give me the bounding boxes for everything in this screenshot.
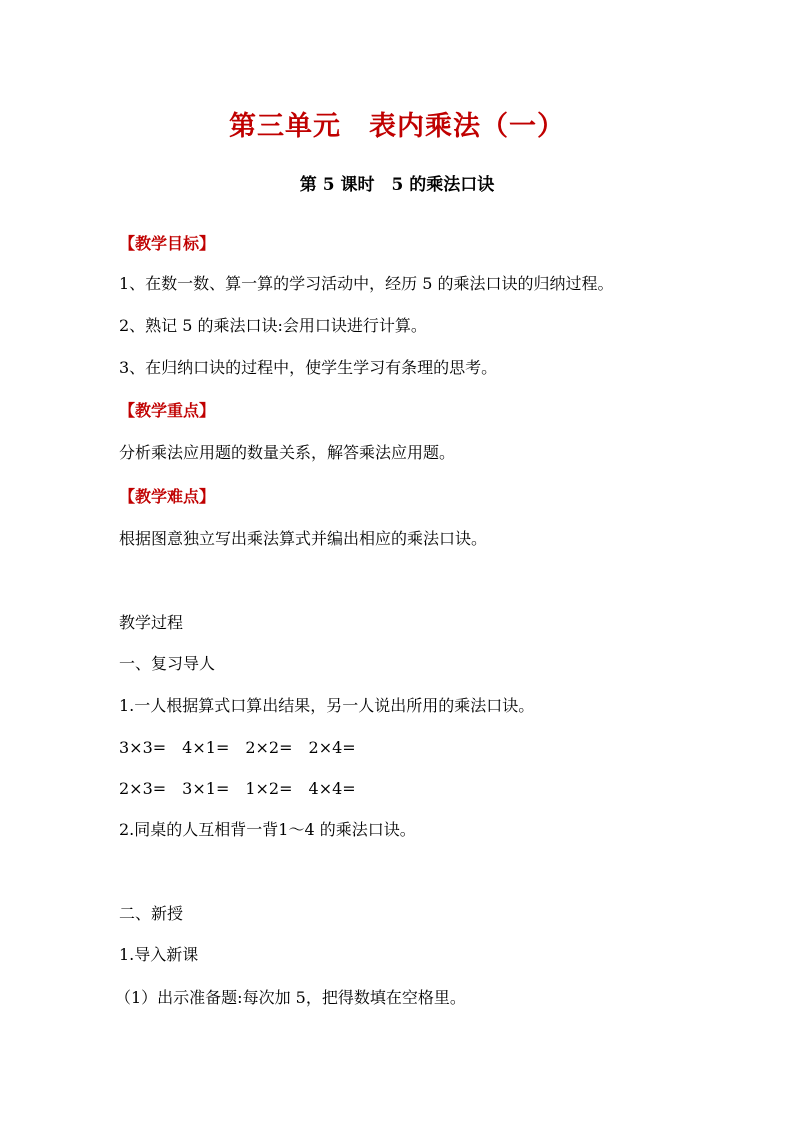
key-points-heading: 【教学重点】	[119, 401, 216, 420]
section-1-item-2: 2.同桌的人互相背一背1～4 的乘法口诀。	[119, 820, 416, 839]
goals-heading: 【教学目标】	[119, 234, 216, 253]
section-2-item-1: 1.导入新课	[119, 945, 199, 964]
goal-item-3: 3、在归纳口诀的过程中，使学生学习有条理的思考。	[119, 358, 498, 377]
key-points-text: 分析乘法应用题的数量关系，解答乘法应用题。	[119, 443, 456, 462]
difficult-points-heading: 【教学难点】	[119, 487, 216, 506]
calc-row-1: 3×3= 4×1= 2×2= 2×4=	[119, 738, 356, 757]
calc-row-2: 2×3= 3×1= 1×2= 4×4=	[119, 779, 356, 798]
section-2-heading: 二、新授	[119, 904, 184, 923]
difficult-points-text: 根据图意独立写出乘法算式并编出相应的乘法口诀。	[119, 529, 488, 548]
lesson-title: 第 5 课时 5 的乘法口诀	[299, 175, 495, 195]
section-1-item-1: 1.一人根据算式口算出结果，另一人说出所用的乘法口诀。	[119, 696, 535, 715]
goal-item-2: 2、熟记 5 的乘法口诀:会用口诀进行计算。	[119, 316, 427, 335]
section-2-item-1-sub: （1）出示准备题:每次加 5，把得数填在空格里。	[115, 988, 466, 1007]
process-heading: 教学过程	[119, 613, 184, 632]
unit-title: 第三单元 表内乘法（一）	[229, 111, 565, 142]
section-1-heading: 一、复习导人	[119, 654, 216, 673]
goal-item-1: 1、在数一数、算一算的学习活动中，经历 5 的乘法口诀的归纳过程。	[119, 274, 614, 293]
